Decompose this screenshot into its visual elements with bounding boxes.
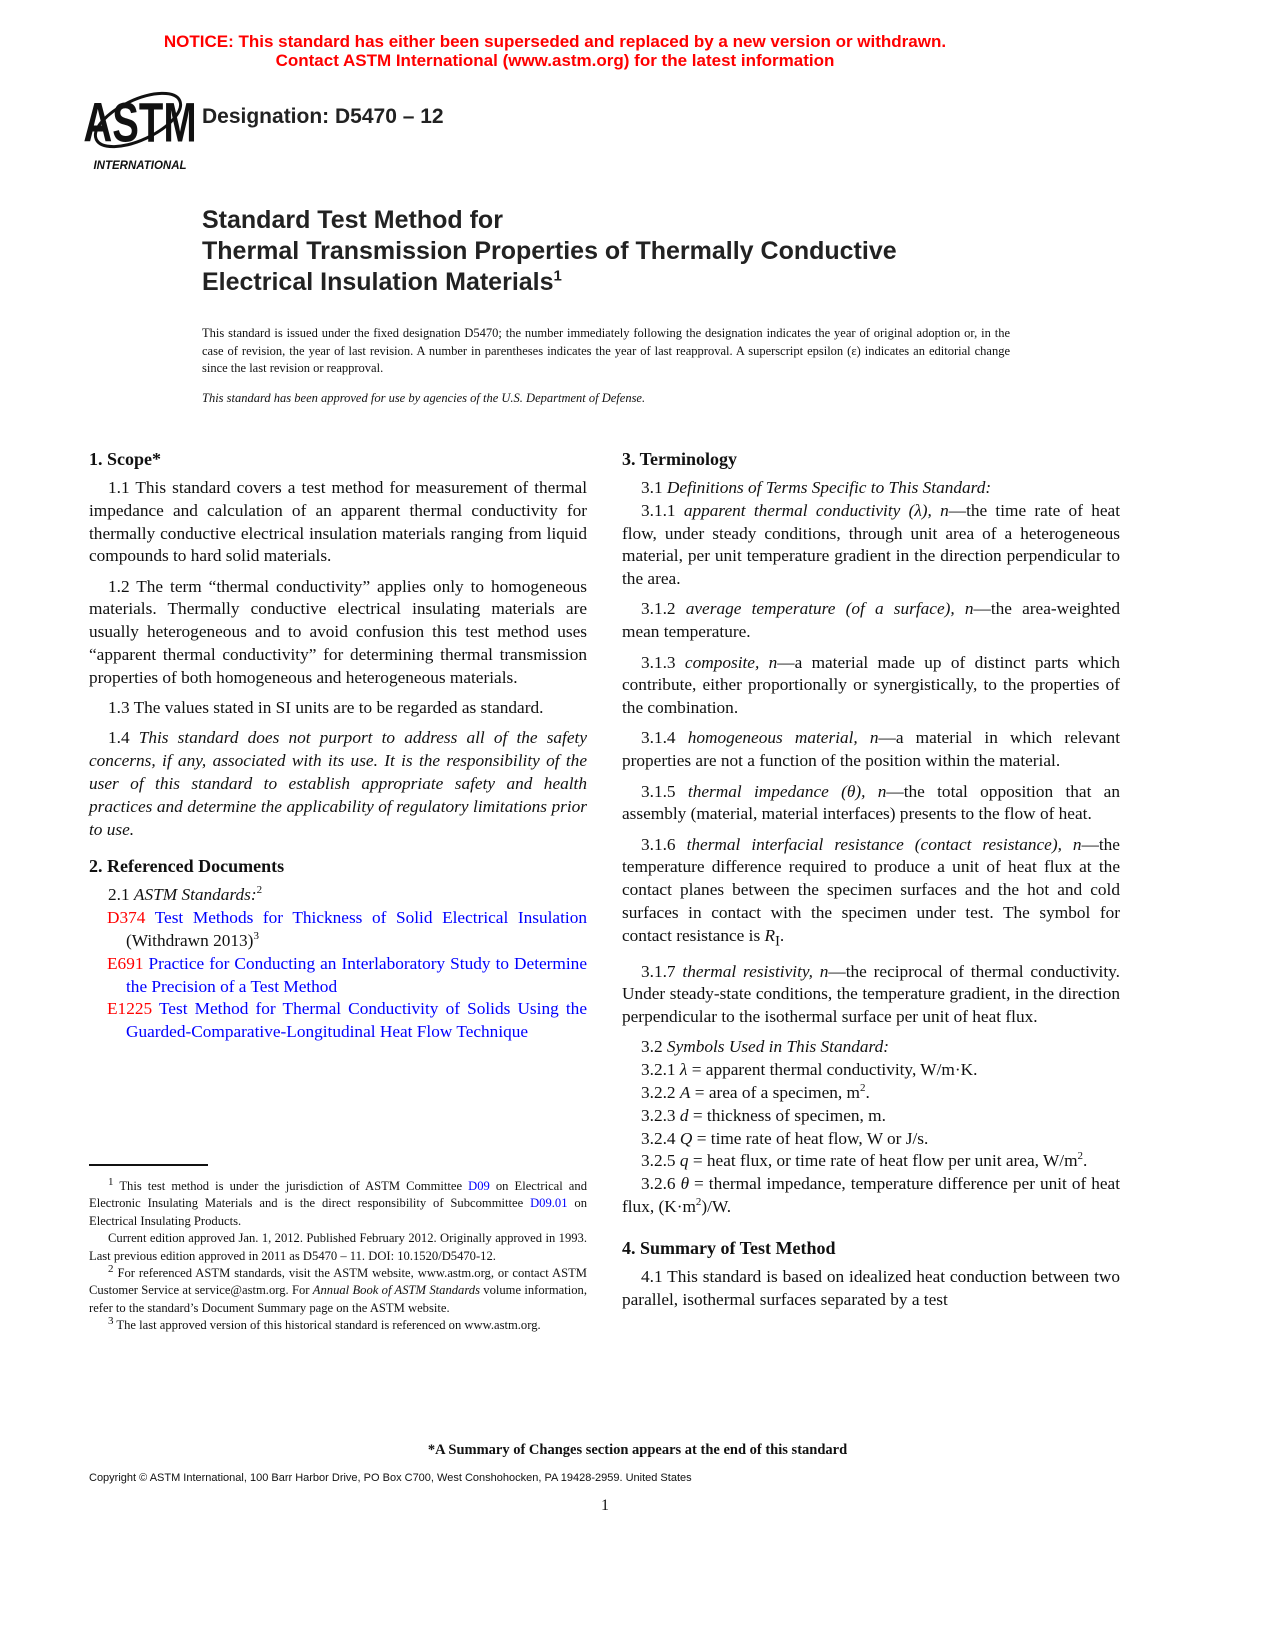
footnote-ref: 1 — [108, 1175, 114, 1188]
text-segment: 3.1.2 — [641, 599, 686, 619]
text-segment: thermal impedance (θ), n — [687, 781, 887, 801]
footnote-2 — [89, 1262, 587, 1317]
text-segment: λ — [679, 1060, 688, 1080]
text-segment: thermal resistivity, n — [682, 961, 829, 981]
text-segment: Q — [679, 1128, 693, 1148]
text-segment: . — [779, 925, 785, 945]
footnote-ref: 3 — [253, 930, 259, 943]
text-segment: 1.2 The term “thermal conductivity” applies only to homogeneous materials. Thermally conductive electrical insulating materials are usually heterogeneous and to avoid confusion this test method uses “apparent thermal conductivity” for determining thermal transmission properties of both homogeneous and heterogeneous materials. — [89, 576, 587, 687]
dod-note: This standard has been approved for use by agencies of the U.S. Department of Defense. — [202, 391, 646, 405]
text-segment: ASTM Standards: — [133, 885, 257, 905]
text-segment: Definitions of Terms Specific to This Standard: — [666, 478, 992, 497]
text-segment: 3.2.6 — [641, 1174, 681, 1194]
text-segment: d — [679, 1105, 689, 1125]
symbol-3-2-5 — [622, 1150, 1120, 1173]
reference-e1225 — [89, 998, 587, 1044]
designation: Designation: D5470 – 12 — [202, 105, 444, 128]
text-segment: Current edition approved Jan. 1, 2012. Published February 2012. Originally approved in 1993. Last previous edition approved in 2011 as D5470 – 11. DOI: 10.1520/D5470-12. — [89, 1231, 587, 1263]
reference-link[interactable]: D09 — [468, 1179, 490, 1193]
text-segment: apparent thermal conductivity (λ), n — [683, 500, 949, 520]
text-segment: . — [1083, 1151, 1088, 1171]
text-segment: 2.1 — [108, 885, 134, 905]
text-segment: This test method is under the jurisdiction of ASTM Committee — [113, 1179, 469, 1193]
text-segment: —the reciprocal of thermal conductivity. Under steady-state conditions, the temperature gradient, in the direction perpendicular to the isothermal surface per unit of heat flux. — [622, 961, 1120, 1027]
text-segment: 1.4 — [108, 728, 139, 748]
symbol-3-2-3 — [622, 1105, 1120, 1128]
text-segment: —the area-weighted mean temperature. — [622, 599, 1120, 642]
title-line-3: Electrical Insulation Materials — [202, 268, 554, 296]
text-segment: —the time rate of heat flow, under steady conditions, through unit area of a heterogeneous material, per unit temperature gradient in the direction perpendicular to the area. — [622, 500, 1120, 589]
text-segment: 3.2.5 — [641, 1151, 680, 1171]
notice-line-1: NOTICE: This standard has either been superseded and replaced by a new version or withdrawn. — [163, 32, 947, 51]
text-segment: R — [764, 925, 776, 945]
symbol-3-2-4 — [622, 1128, 1120, 1151]
text-segment: 3.2 — [641, 1037, 667, 1057]
paragraph-3-1-6 — [622, 834, 1120, 953]
text-segment: Annual Book of ASTM Standards — [312, 1283, 480, 1298]
svg-text:INTERNATIONAL: INTERNATIONAL — [93, 160, 187, 172]
notice-line-2: Contact ASTM International (www.astm.org) for the latest information — [275, 51, 835, 70]
footnote-1 — [89, 1175, 587, 1230]
reference-d374 — [89, 907, 587, 953]
section-referenced-documents-heading: 2. Referenced Documents — [89, 856, 285, 877]
footnotes — [89, 1175, 587, 1335]
reference-link[interactable]: Test Method for Thermal Conductivity of Solids Using the Guarded-Comparative-Longitudinal Heat Flow Technique — [126, 999, 587, 1042]
footnote-divider — [89, 1164, 208, 1166]
text-segment: 3.2.4 — [641, 1128, 680, 1148]
issue-note: This standard is issued under the fixed designation D5470; the number immediately following the designation indicates the year of original adoption or, in the case of revision, the year of last revision. A number in parentheses indicates the year of last reapproval. A superscript epsilon (ε) indicates an editorial change since the last revision or reapproval. — [202, 326, 1010, 375]
symbol-3-2-6 — [622, 1173, 1120, 1219]
text-segment: —a material in which relevant properties are not a function of the position within the material. — [622, 728, 1120, 771]
footnote-ref: 3 — [108, 1315, 114, 1328]
paragraph-1-3 — [89, 697, 587, 720]
text-segment: = area of a specimen, m — [690, 1083, 860, 1103]
summary-of-changes-note: *A Summary of Changes section appears at the end of this standard — [427, 1442, 848, 1458]
paragraph-2-1 — [89, 884, 587, 907]
reference-link[interactable]: E691 — [107, 953, 144, 973]
text-segment: )/W. — [701, 1197, 732, 1217]
reference-link[interactable]: D374 — [107, 908, 146, 928]
paragraph-3-1-2 — [622, 598, 1120, 644]
section-scope-heading: 1. Scope* — [89, 449, 161, 469]
reference-link[interactable]: Test Methods for Thickness of Solid Electrical Insulation — [145, 908, 587, 928]
text-segment: —the temperature difference required to produce a unit of heat flux at the contact planes between the specimen surfaces and the hot and cold surfaces in contact with the specimen under test. The symbol for contact resistance is — [622, 834, 1120, 945]
text-segment: θ — [680, 1174, 690, 1194]
paragraph-1-1 — [89, 477, 587, 568]
reference-link[interactable]: D09.01 — [530, 1196, 568, 1211]
text-segment: The last approved version of this historical standard is referenced on www.astm.org. — [113, 1318, 541, 1333]
astm-logo — [83, 80, 197, 172]
text-segment: —a material made up of distinct parts which contribute, either proportionally or synergistically, to the properties of the combination. — [622, 652, 1120, 718]
text-segment: For referenced ASTM standards, visit the ASTM website, www.astm.org, or contact ASTM Customer Service at service@astm.org. For — [89, 1266, 587, 1298]
text-segment: 4.1 This standard is based on idealized heat conduction between two parallel, isothermal surfaces separated by a test — [622, 1266, 1120, 1309]
svg-text:ASTM: ASTM — [83, 92, 197, 155]
text-segment: 3.1 — [641, 478, 667, 497]
paragraph-3-1 — [622, 477, 1120, 500]
right-column — [622, 448, 1120, 1319]
text-segment: This standard does not purport to address all of the safety concerns, if any, associated with its use. It is the responsibility of the user of this standard to establish appropriate safety and health practices and determine the applicability of regulatory limitations prior to use. — [89, 728, 588, 839]
title-line-2: Thermal Transmission Properties of Thermally Conductive — [202, 237, 897, 265]
text-segment: = thermal impedance, temperature difference per unit of heat flux, (K·m — [622, 1174, 1121, 1217]
footnote-1-edition — [89, 1230, 587, 1265]
text-segment: (Withdrawn 2013) — [126, 931, 254, 951]
text-segment: = thickness of specimen, m. — [688, 1105, 886, 1125]
reference-link[interactable]: Practice for Conducting an Interlaboratory Study to Determine the Precision of a Test Method — [126, 953, 587, 996]
text-segment: Symbols Used in This Standard: — [666, 1037, 890, 1057]
text-segment: composite, n — [684, 652, 778, 672]
paragraph-3-1-5 — [622, 781, 1120, 827]
text-segment: —the total opposition that an assembly (material, material interfaces) presents to the flow of heat. — [622, 781, 1120, 824]
title-footnote-ref[interactable]: 1 — [553, 267, 562, 285]
paragraph-3-1-1 — [622, 500, 1120, 591]
text-segment: average temperature (of a surface), n — [685, 599, 974, 619]
text-segment: 3.1.5 — [641, 781, 688, 801]
text-segment: 3.1.4 — [641, 728, 688, 748]
text-segment: 3.2.1 — [641, 1060, 680, 1080]
title-line-1: Standard Test Method for — [202, 206, 503, 234]
text-segment: on Electrical Insulating Products. — [89, 1196, 587, 1228]
text-segment: A — [679, 1083, 691, 1103]
supersede-notice — [0, 32, 1110, 70]
section-summary-heading: 4. Summary of Test Method — [622, 1237, 836, 1258]
text-segment: volume information, refer to the standard’s Document Summary page on the ASTM website. — [89, 1283, 587, 1315]
text-segment: 3.2.2 — [641, 1083, 680, 1103]
text-segment: = time rate of heat flow, W or J/s. — [692, 1128, 929, 1148]
footnote-3 — [89, 1317, 587, 1334]
paragraph-3-1-7 — [622, 961, 1120, 1029]
text-segment: 1.1 This standard covers a test method for measurement of thermal impedance and calculation of an apparent thermal conductivity for thermally conductive electrical insulation materials ranging from liquid compounds to hard solid materials. — [89, 478, 587, 566]
text-segment: 1.3 The values stated in SI units are to be regarded as standard. — [108, 698, 544, 718]
text-segment: 3.1.6 — [641, 834, 687, 854]
text-segment: = apparent thermal conductivity, W/m·K. — [687, 1060, 978, 1080]
paragraph-3-1-4 — [622, 727, 1120, 773]
symbol-3-2-1 — [622, 1059, 1120, 1082]
text-segment: 3.1.1 — [641, 500, 684, 520]
text-segment: homogeneous material, n — [687, 728, 879, 748]
section-terminology-heading: 3. Terminology — [622, 449, 738, 469]
reference-link[interactable]: E1225 — [107, 999, 153, 1019]
paragraph-3-1-3 — [622, 652, 1120, 720]
footnote-ref: 2 — [695, 1196, 702, 1209]
text-segment: thermal interfacial resistance (contact resistance), n — [686, 834, 1082, 854]
footnote-ref: 2 — [859, 1082, 866, 1095]
text-segment: 3.2.3 — [641, 1105, 680, 1125]
paragraph-1-4 — [89, 727, 587, 841]
text-segment: I — [775, 933, 780, 950]
footnote-ref: 2 — [1077, 1150, 1084, 1163]
text-segment: q — [679, 1151, 689, 1171]
footnote-ref: 2 — [256, 884, 263, 897]
paragraph-4-1 — [622, 1266, 1120, 1312]
footnote-ref: 2 — [108, 1262, 114, 1275]
reference-e691 — [89, 953, 587, 999]
left-column — [89, 448, 587, 1044]
page-number: 1 — [601, 1497, 609, 1514]
text-segment: 3.1.7 — [641, 961, 683, 981]
symbol-3-2-2 — [622, 1082, 1120, 1105]
paragraph-3-2 — [622, 1036, 1120, 1059]
text-segment: 3.1.3 — [641, 652, 685, 672]
copyright: Copyright © ASTM International, 100 Barr Harbor Drive, PO Box C700, West Conshohocken, PA 19428-2959. United States — [89, 1472, 692, 1484]
text-segment: on Electrical and Electronic Insulating Materials and is the direct responsibility of Subcommittee — [89, 1179, 587, 1211]
text-segment: = heat flux, or time rate of heat flow per unit area, W/m — [688, 1151, 1078, 1171]
text-segment: . — [865, 1083, 870, 1103]
document-title — [202, 205, 897, 298]
paragraph-1-2 — [89, 576, 587, 690]
